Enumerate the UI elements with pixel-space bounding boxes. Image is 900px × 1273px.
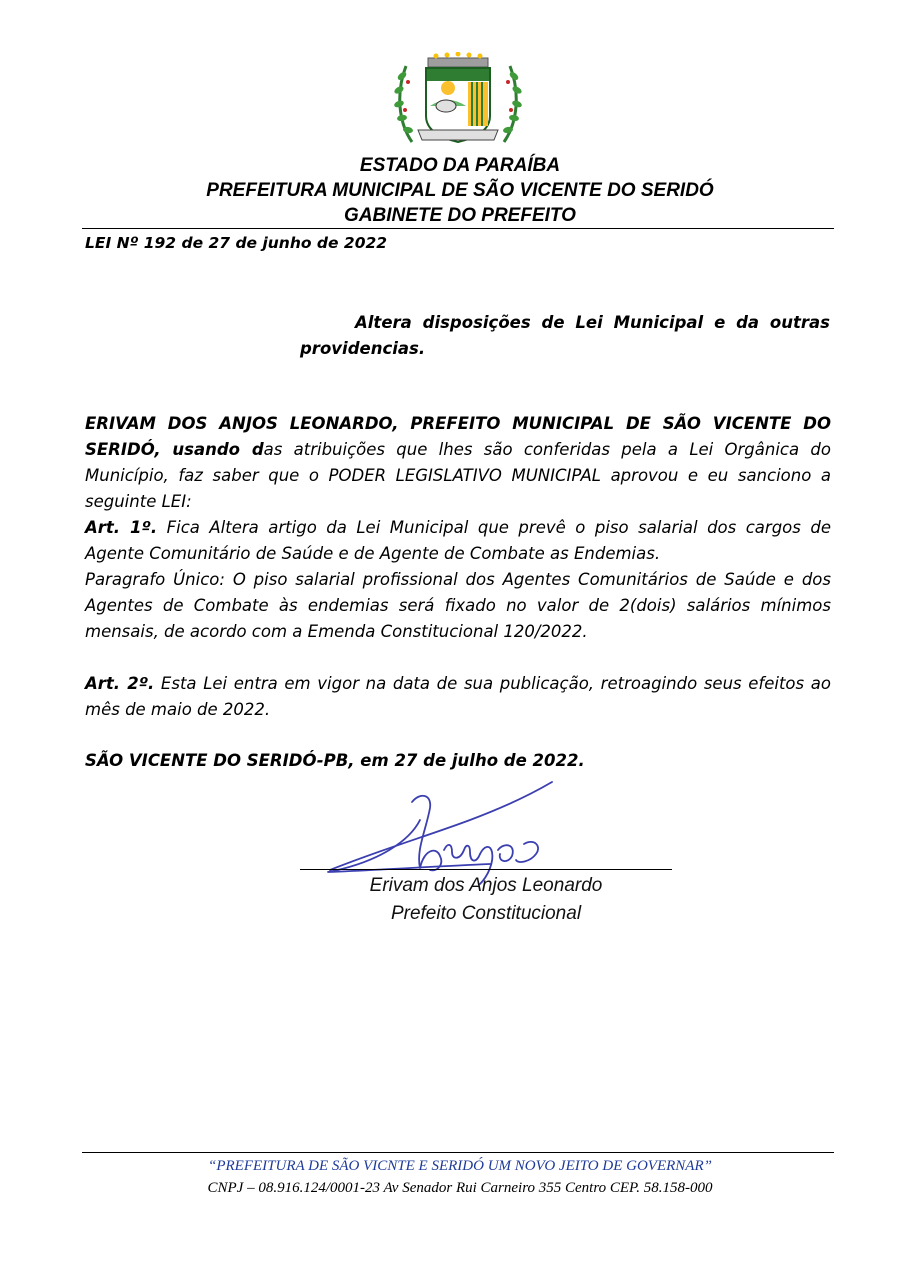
footer-address: CNPJ – 08.916.124/0001-23 Av Senador Rui Carneiro 355 Centro CEP. 58.158-000	[207, 1180, 713, 1196]
intro-bold-text: ERIVAM DOS ANJOS LEONARDO, PREFEITO MUNICIPAL DE SÃO VICENTE DO SERIDÓ, usando d	[85, 414, 831, 459]
article-1-text: Fica Altera artigo da Lei Municipal que prevê o piso salarial dos cargos de Agente Comunitário de Saúde e de Agente de Combate as Endemias.	[85, 518, 831, 563]
signatory-role: Prefeito Constitucional	[390, 903, 582, 924]
header-divider	[82, 228, 834, 229]
intro-text: as atribuições que lhes são conferidas pela a Lei Orgânica do Município, faz saber que o PODER LEGISLATIVO MUNICIPAL aprovou e eu sanciono a seguinte LEI:	[85, 440, 831, 511]
header-municipality: PREFEITURA MUNICIPAL DE SÃO VICENTE DO SERIDÓ	[206, 180, 714, 201]
footer-slogan: “PREFEITURA DE SÃO VICNTE E SERIDÓ UM NOVO JEITO DE GOVERNAR”	[208, 1158, 712, 1174]
article-2-label: Art. 2º.	[85, 674, 155, 693]
article-2-text: Esta Lei entra em vigor na data de sua publicação, retroagindo seus efeitos ao mês de maio de 2022.	[85, 674, 831, 719]
signature-line	[300, 869, 672, 870]
law-number: LEI Nº 192 de 27 de junho de 2022	[85, 234, 388, 252]
article-1-paragraph: Paragrafo Único: O piso salarial profissional dos Agentes Comunitários de Saúde e dos Agentes de Combate às endemias será fixado no valor de 2(dois) salários mínimos mensais, de acordo com a Emenda Constitucional 120/2022.	[85, 570, 831, 641]
municipal-coat-of-arms-icon	[390, 52, 526, 148]
place-date: SÃO VICENTE DO SERIDÓ-PB, em 27 de julho de 2022.	[85, 751, 585, 770]
intro-paragraph	[85, 411, 831, 515]
signatory-name: Erivam dos Anjos Leonardo	[369, 875, 603, 896]
header-office: GABINETE DO PREFEITO	[344, 205, 576, 226]
article-1-label: Art. 1º.	[85, 518, 158, 537]
law-ementa: Altera disposições de Lei Municipal e da outras providencias.	[300, 313, 830, 358]
article-1	[85, 515, 831, 567]
header-state: ESTADO DA PARAÍBA	[359, 155, 561, 176]
footer-divider	[82, 1152, 834, 1153]
article-2	[85, 671, 831, 723]
